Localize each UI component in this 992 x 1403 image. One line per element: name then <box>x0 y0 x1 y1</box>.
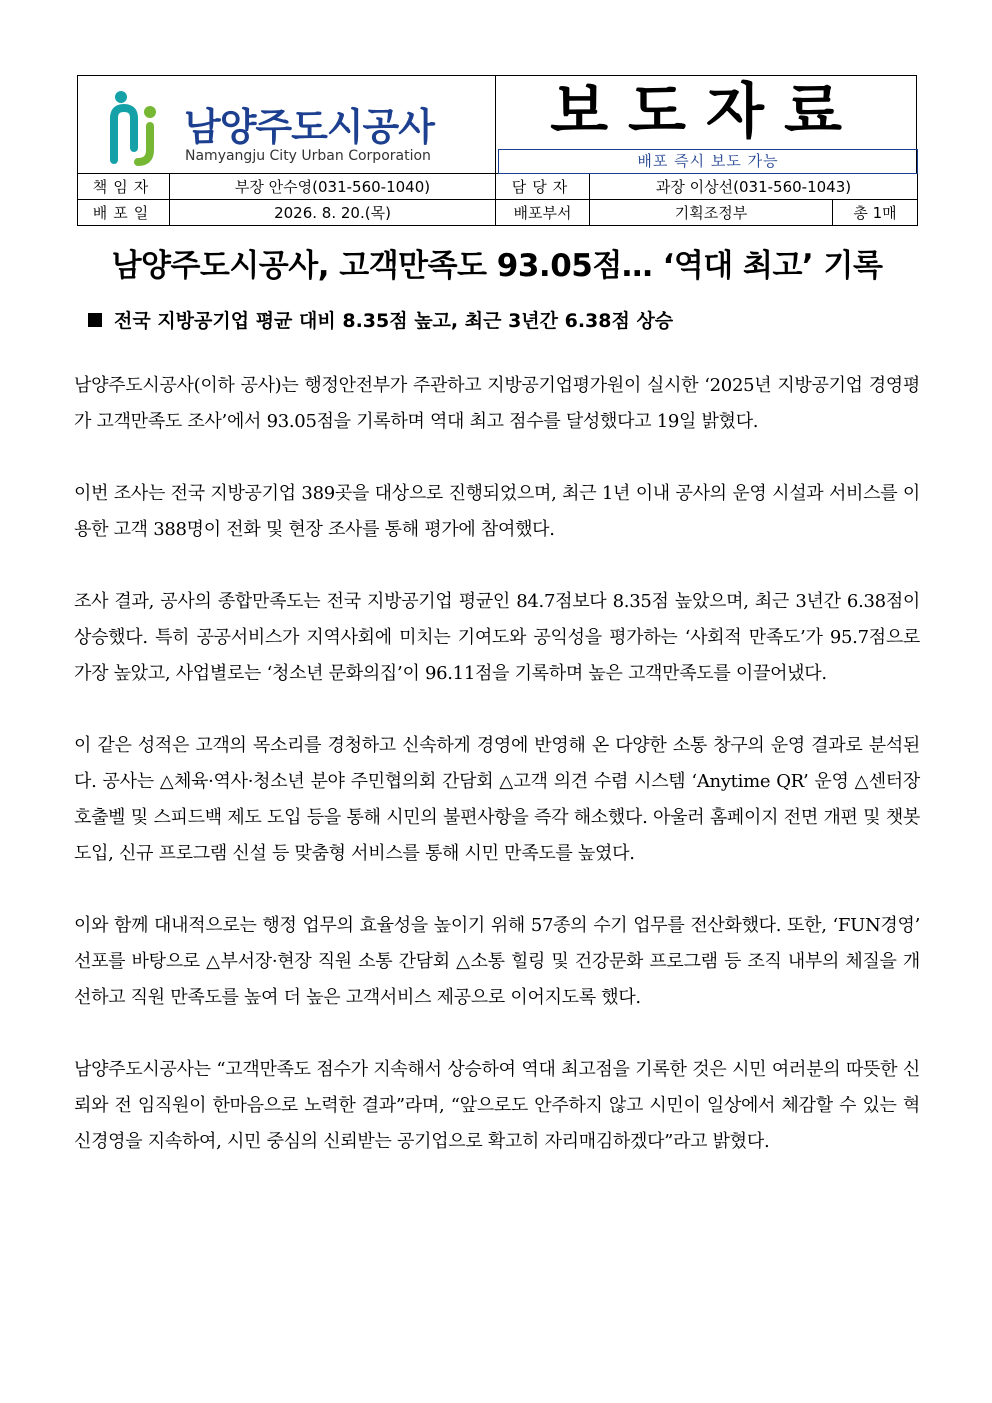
date-label: 배포일 <box>78 200 170 226</box>
corporation-logo-icon <box>106 88 168 168</box>
info-table <box>77 173 918 226</box>
responsible-value: 부장 안수영(031-560-1040) <box>170 174 496 200</box>
paragraph-6: 남양주도시공사는 “고객만족도 점수가 지속해서 상승하여 역대 최고점을 기록한 것은 시민 여러분의 따뜻한 신뢰와 전 임직원이 한마음으로 노력한 결과”라며, “앞으로도 안주하지 않고 시민이 일상에서 체감할 수 있는 혁신경영을 지속하여, 시민 중심의 신뢰받는 공기업으로 확고히 자리매김하겠다”라고 밝혔다. <box>74 1059 920 1152</box>
logo-subtitle: Namyangju City Urban Corporation <box>185 148 431 164</box>
logo-cell <box>78 76 496 173</box>
square-bullet-icon <box>88 313 102 327</box>
info-row-1 <box>78 174 918 200</box>
logo-name: 남양주도시공사 <box>184 105 434 149</box>
press-title: 보도자료 <box>550 77 862 147</box>
paragraph-2: 이번 조사는 전국 지방공기업 389곳을 대상으로 진행되었으며, 최근 1년 이내 공사의 운영 시설과 서비스를 이용한 고객 388명이 전화 및 현장 조사를 통해 평가에 참여했다. <box>74 483 920 540</box>
paragraph-1: 남양주도시공사(이하 공사)는 행정안전부가 주관하고 지방공기업평가원이 실시한 ‘2025년 지방공기업 경영평가 고객만족도 조사’에서 93.05점을 기록하며 역대 최고 점수를 달성했다고 19일 밝혔다. <box>74 375 920 432</box>
dept-label: 배포부서 <box>496 200 590 226</box>
headline: 남양주도시공사, 고객만족도 93.05점… ‘역대 최고’ 기록 <box>111 248 883 284</box>
paragraph-5: 이와 함께 대내적으로는 행정 업무의 효율성을 높이기 위해 57종의 수기 업무를 전산화했다. 또한, ‘FUN경영’ 선포를 바탕으로 △부서장·현장 직원 소통 간담회 △소통 힐링 및 건강문화 프로그램 등 조직 내부의 체질을 개선하고 직원 만족도를 높여 더 높은 고객서비스 제공으로 이어지도록 했다. <box>74 915 920 1008</box>
contact-label: 담당자 <box>496 174 590 200</box>
press-title-cell <box>496 76 916 173</box>
header-top-row <box>77 75 917 173</box>
release-note: 배포 즉시 보도 가능 <box>498 149 918 174</box>
paragraph-4: 이 같은 성적은 고객의 목소리를 경청하고 신속하게 경영에 반영해 온 다양한 소통 창구의 운영 결과로 분석된다. 공사는 △체육·역사·청소년 분야 주민협의회 간담회 △고객 의견 수렴 시스템 ‘Anytime QR’ 운영 △센터장 호출벨 및 스피드백 제도 도입 등을 통해 시민의 불편사항을 즉각 해소했다. 아울러 홈페이지 전면 개편 및 챗봇 도입, 신규 프로그램 신설 등 맞춤형 서비스를 통해 시민 만족도를 높였다. <box>74 735 920 864</box>
subheadline-line <box>88 306 673 333</box>
responsible-label: 책임자 <box>78 174 170 200</box>
paragraph-3: 조사 결과, 공사의 종합만족도는 전국 지방공기업 평균인 84.7점보다 8.35점 높았으며, 최근 3년간 6.38점이 상승했다. 특히 공공서비스가 지역사회에 미치는 기여도와 공익성을 평가하는 ‘사회적 만족도’가 95.7점으로 가장 높았고, 사업별로는 ‘청소년 문화의집’이 96.11점을 기록하며 높은 고객만족도를 이끌어냈다. <box>74 591 920 684</box>
subheadline: 전국 지방공기업 평균 대비 8.35점 높고, 최근 3년간 6.38점 상승 <box>114 310 674 332</box>
article-body <box>74 368 920 1196</box>
press-release-header <box>77 75 917 226</box>
dept-value: 기획조정부 <box>590 200 833 226</box>
contact-value: 과장 이상선(031-560-1043) <box>590 174 918 200</box>
date-value: 2026. 8. 20.(목) <box>170 200 496 226</box>
info-row-2 <box>78 200 918 226</box>
pages-value: 총 1매 <box>833 200 918 226</box>
